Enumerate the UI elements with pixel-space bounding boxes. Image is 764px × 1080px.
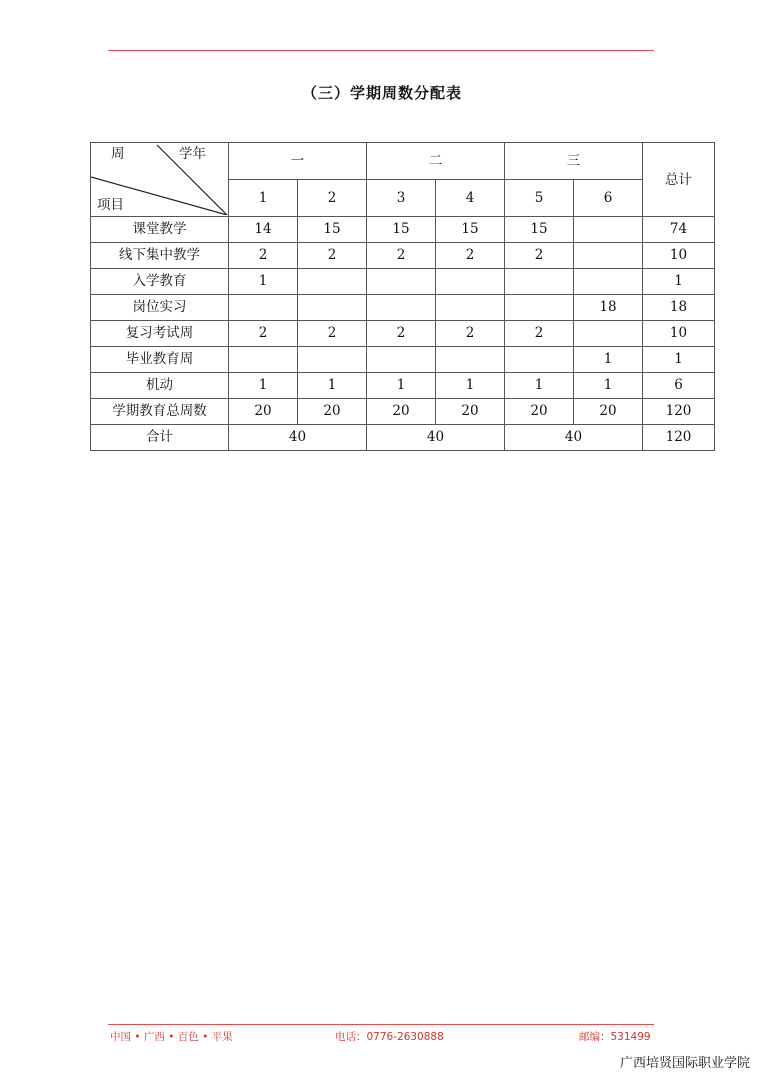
- table-row: [91, 269, 715, 295]
- table-cell: 2: [367, 321, 436, 347]
- table-cell: 1: [229, 269, 298, 295]
- table-cell: [367, 269, 436, 295]
- semester-header: 5: [505, 180, 574, 217]
- table-cell: 2: [367, 243, 436, 269]
- table-cell: [298, 347, 367, 373]
- table-cell: 1: [574, 347, 643, 373]
- table-row: [91, 295, 715, 321]
- row-label: 入学教育: [91, 269, 229, 295]
- table-row: [91, 399, 715, 425]
- table-cell: 20: [298, 399, 367, 425]
- table-cell: 1: [505, 373, 574, 399]
- corner-week-label: 周: [111, 146, 125, 162]
- row-total: 74: [643, 217, 715, 243]
- row-total: 10: [643, 243, 715, 269]
- semester-header: 4: [436, 180, 505, 217]
- row-total: 18: [643, 295, 715, 321]
- semester-header: 6: [574, 180, 643, 217]
- row-total: 120: [643, 399, 715, 425]
- table-cell: 20: [574, 399, 643, 425]
- footer-location: 中国 • 广西 • 百色 • 平果: [110, 1031, 233, 1043]
- row-label: 复习考试周: [91, 321, 229, 347]
- table-cell: 15: [505, 217, 574, 243]
- sum-year-value: 40: [229, 425, 367, 451]
- year-header: 二: [367, 143, 505, 180]
- table-cell: [574, 243, 643, 269]
- row-total: 10: [643, 321, 715, 347]
- header-rule: [108, 50, 654, 51]
- table-cell: [436, 295, 505, 321]
- row-label: 毕业教育周: [91, 347, 229, 373]
- row-total: 6: [643, 373, 715, 399]
- semester-header: 3: [367, 180, 436, 217]
- table-cell: 15: [367, 217, 436, 243]
- table-cell: 20: [229, 399, 298, 425]
- row-label: 课堂教学: [91, 217, 229, 243]
- row-total: 1: [643, 347, 715, 373]
- table-cell: 15: [436, 217, 505, 243]
- table-cell: 14: [229, 217, 298, 243]
- table-row: [91, 347, 715, 373]
- table-cell: 15: [298, 217, 367, 243]
- table-cell: 1: [298, 373, 367, 399]
- table-cell: [574, 321, 643, 347]
- table-cell: [298, 269, 367, 295]
- table-cell: [298, 295, 367, 321]
- footer-phone: 电话：0776-2630888: [335, 1031, 444, 1043]
- table-cell: 1: [367, 373, 436, 399]
- table-cell: 20: [367, 399, 436, 425]
- table-cell: 2: [229, 243, 298, 269]
- row-total: 1: [643, 269, 715, 295]
- table-cell: 1: [436, 373, 505, 399]
- table-row: [91, 321, 715, 347]
- table-cell: [505, 347, 574, 373]
- sum-year-value: 40: [367, 425, 505, 451]
- corner-year-label: 学年: [179, 146, 206, 162]
- year-header: 一: [229, 143, 367, 180]
- table-cell: 2: [505, 243, 574, 269]
- table-cell: [574, 269, 643, 295]
- total-header: 总计: [643, 143, 715, 217]
- sum-row: [91, 425, 715, 451]
- table-cell: 20: [505, 399, 574, 425]
- year-header: 三: [505, 143, 643, 180]
- semester-week-table: [90, 142, 715, 451]
- table-cell: 1: [229, 373, 298, 399]
- semester-header: 1: [229, 180, 298, 217]
- table-cell: 2: [505, 321, 574, 347]
- semester-header: 2: [298, 180, 367, 217]
- row-label: 机动: [91, 373, 229, 399]
- table-row: [91, 217, 715, 243]
- row-label: 学期教育总周数: [91, 399, 229, 425]
- table-cell: [229, 347, 298, 373]
- table-row: [91, 243, 715, 269]
- table-cell: 18: [574, 295, 643, 321]
- table-cell: 20: [436, 399, 505, 425]
- table-cell: [229, 295, 298, 321]
- table-cell: [436, 269, 505, 295]
- row-label: 线下集中教学: [91, 243, 229, 269]
- page-title: （三）学期周数分配表: [301, 84, 462, 102]
- corner-header-cell: [91, 143, 229, 217]
- table-cell: [367, 347, 436, 373]
- table-cell: 2: [436, 321, 505, 347]
- footer-postcode: 邮编：531499: [579, 1031, 651, 1043]
- sum-label: 合计: [91, 425, 229, 451]
- corner-item-label: 项目: [97, 197, 124, 213]
- header-row-years: [91, 143, 715, 180]
- table-cell: [436, 347, 505, 373]
- table-cell: [367, 295, 436, 321]
- table-cell: 2: [229, 321, 298, 347]
- table-cell: 1: [574, 373, 643, 399]
- school-name: 广西培贤国际职业学院: [619, 1056, 750, 1071]
- table-cell: 2: [298, 321, 367, 347]
- footer-rule: [108, 1024, 654, 1025]
- table-cell: 2: [436, 243, 505, 269]
- table-cell: [574, 217, 643, 243]
- table-cell: [505, 295, 574, 321]
- sum-total: 120: [643, 425, 715, 451]
- table-row: [91, 373, 715, 399]
- table-cell: [505, 269, 574, 295]
- sum-year-value: 40: [505, 425, 643, 451]
- row-label: 岗位实习: [91, 295, 229, 321]
- table-cell: 2: [298, 243, 367, 269]
